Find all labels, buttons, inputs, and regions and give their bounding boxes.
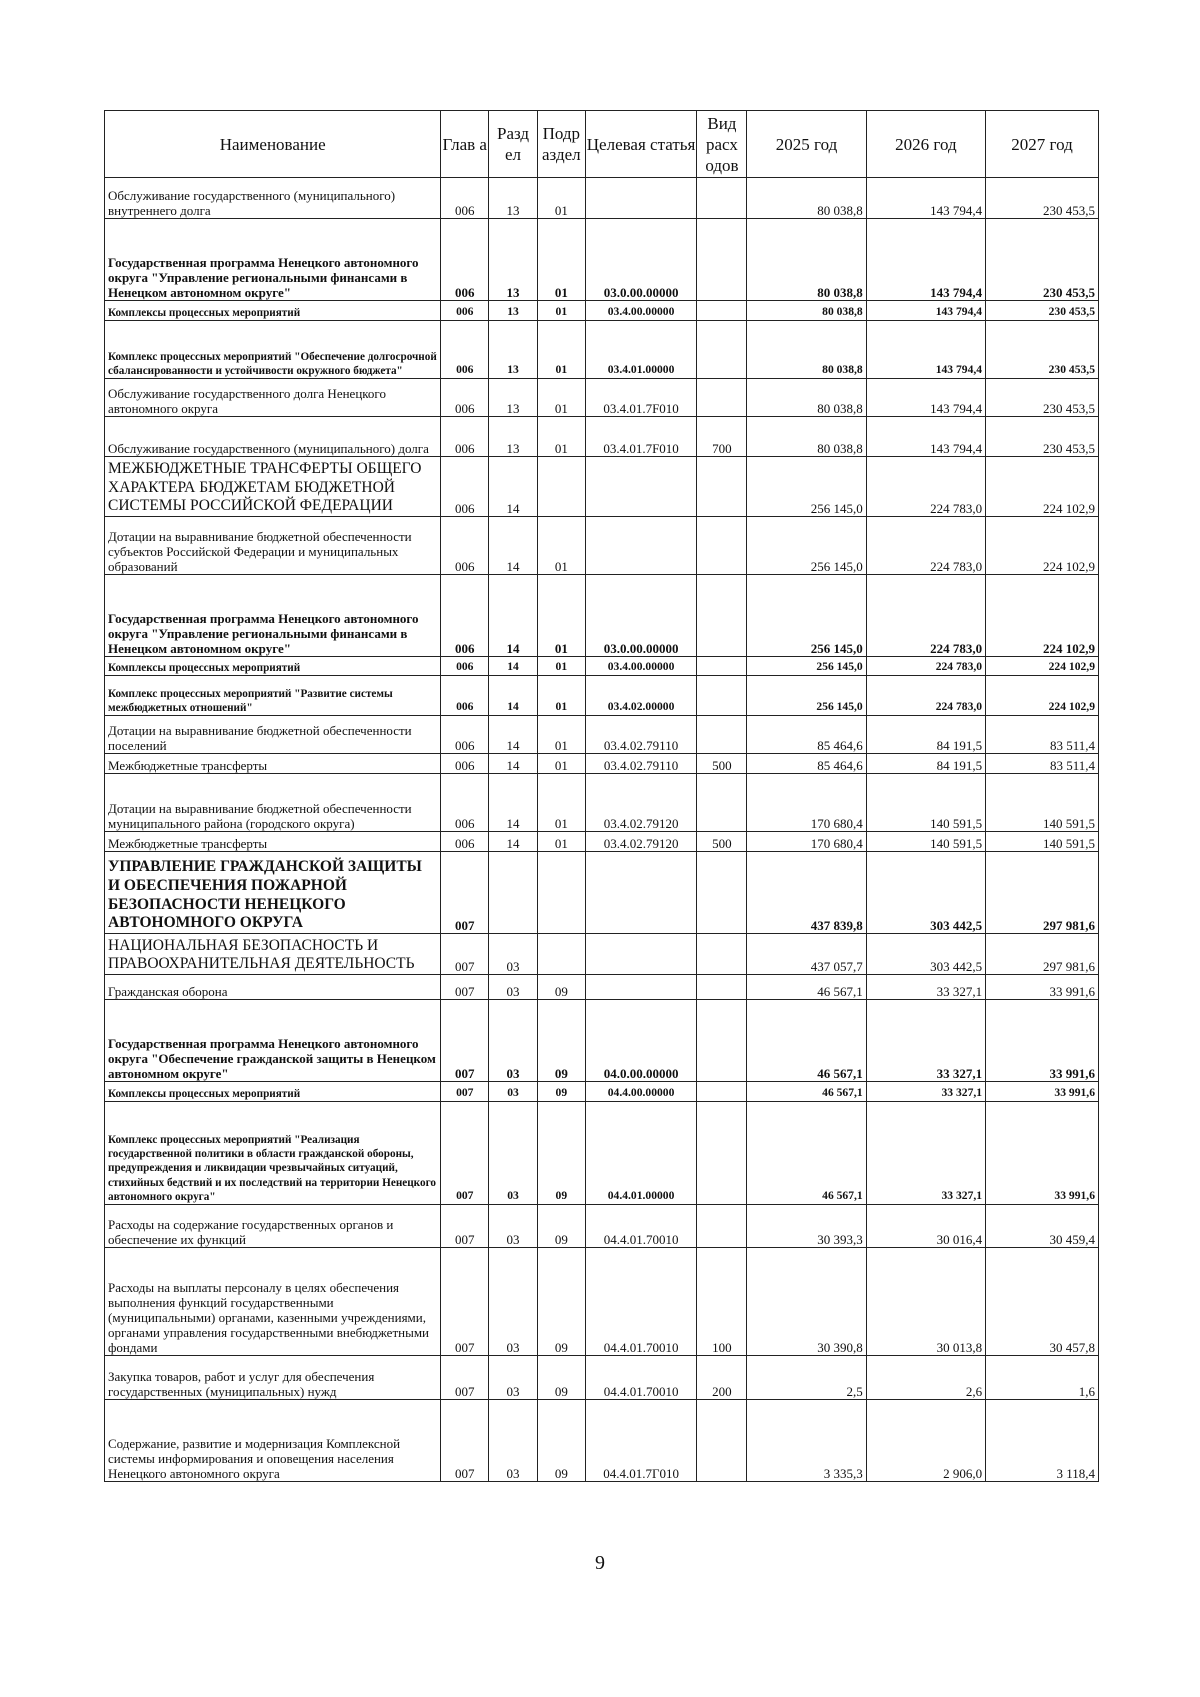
cell-2025: 30 390,8 [747, 1248, 866, 1356]
cell-expense-type [697, 178, 747, 219]
cell-razdel: 03 [489, 1082, 538, 1102]
row-name: Межбюджетные трансферты [105, 832, 441, 852]
cell-razdel [489, 852, 538, 934]
cell-razdel: 13 [489, 417, 538, 457]
cell-target-article [585, 975, 697, 1000]
cell-podrazdel: 01 [537, 716, 585, 754]
cell-razdel: 03 [489, 1248, 538, 1356]
cell-2026: 224 783,0 [866, 657, 985, 676]
cell-2025: 80 038,8 [747, 219, 866, 301]
cell-2025: 256 145,0 [747, 657, 866, 676]
cell-target-article: 03.4.01.00000 [585, 321, 697, 379]
cell-glava: 007 [441, 1102, 489, 1205]
cell-expense-type [697, 1400, 747, 1482]
cell-expense-type [697, 716, 747, 754]
row-name: НАЦИОНАЛЬНАЯ БЕЗОПАСНОСТЬ И ПРАВООХРАНИТЕЛЬНАЯ ДЕЯТЕЛЬНОСТЬ [105, 934, 441, 975]
cell-2027: 230 453,5 [986, 219, 1099, 301]
cell-2026: 143 794,4 [866, 417, 985, 457]
cell-glava: 007 [441, 1000, 489, 1082]
cell-razdel: 14 [489, 575, 538, 657]
row-name: Обслуживание государственного долга Ненецкого автономного округа [105, 379, 441, 417]
cell-podrazdel: 01 [537, 417, 585, 457]
header-razdel: Разд ел [489, 111, 538, 178]
cell-2026: 33 327,1 [866, 1102, 985, 1205]
table-row [105, 321, 1099, 379]
cell-target-article: 04.0.00.00000 [585, 1000, 697, 1082]
cell-target-article [585, 178, 697, 219]
cell-target-article: 03.4.02.79120 [585, 774, 697, 832]
cell-2026: 2,6 [866, 1356, 985, 1400]
cell-target-article: 03.4.02.79110 [585, 716, 697, 754]
cell-2026: 143 794,4 [866, 321, 985, 379]
cell-expense-type [697, 852, 747, 934]
cell-razdel: 03 [489, 934, 538, 975]
cell-2027: 33 991,6 [986, 1102, 1099, 1205]
cell-2025: 85 464,6 [747, 754, 866, 774]
header-podrazdel: Подр аздел [537, 111, 585, 178]
cell-podrazdel: 01 [537, 379, 585, 417]
cell-2027: 297 981,6 [986, 852, 1099, 934]
header-2025: 2025 год [747, 111, 866, 178]
cell-2026: 84 191,5 [866, 716, 985, 754]
table-header-row [105, 111, 1099, 178]
table-row [105, 575, 1099, 657]
cell-2025: 80 038,8 [747, 321, 866, 379]
cell-2027: 3 118,4 [986, 1400, 1099, 1482]
cell-glava: 006 [441, 219, 489, 301]
row-name: Дотации на выравнивание бюджетной обеспеченности муниципального района (городского округа) [105, 774, 441, 832]
cell-target-article: 04.4.01.70010 [585, 1356, 697, 1400]
cell-2026: 303 442,5 [866, 934, 985, 975]
cell-podrazdel: 09 [537, 1356, 585, 1400]
cell-expense-type: 500 [697, 754, 747, 774]
header-glava: Глав а [441, 111, 489, 178]
cell-2026: 143 794,4 [866, 178, 985, 219]
cell-razdel: 03 [489, 1400, 538, 1482]
cell-podrazdel [537, 852, 585, 934]
cell-2025: 85 464,6 [747, 716, 866, 754]
cell-razdel: 03 [489, 1356, 538, 1400]
cell-target-article: 03.0.00.00000 [585, 575, 697, 657]
cell-podrazdel: 01 [537, 832, 585, 852]
header-name: Наименование [105, 111, 441, 178]
cell-podrazdel: 01 [537, 575, 585, 657]
cell-2027: 83 511,4 [986, 716, 1099, 754]
cell-2026: 84 191,5 [866, 754, 985, 774]
cell-razdel: 14 [489, 676, 538, 716]
row-name: Комплекс процессных мероприятий "Развитие системы межбюджетных отношений" [105, 676, 441, 716]
table-row [105, 457, 1099, 517]
cell-2025: 80 038,8 [747, 178, 866, 219]
cell-target-article [585, 852, 697, 934]
cell-glava: 006 [441, 178, 489, 219]
cell-2026: 224 783,0 [866, 676, 985, 716]
table-row [105, 301, 1099, 321]
header-2026: 2026 год [866, 111, 985, 178]
cell-2025: 170 680,4 [747, 832, 866, 852]
cell-razdel: 13 [489, 301, 538, 321]
cell-podrazdel: 09 [537, 1248, 585, 1356]
cell-expense-type [697, 657, 747, 676]
row-name: Дотации на выравнивание бюджетной обеспеченности поселений [105, 716, 441, 754]
cell-expense-type: 500 [697, 832, 747, 852]
cell-2026: 140 591,5 [866, 832, 985, 852]
cell-2025: 256 145,0 [747, 575, 866, 657]
cell-expense-type [697, 1082, 747, 1102]
cell-podrazdel: 01 [537, 321, 585, 379]
row-name: Закупка товаров, работ и услуг для обеспечения государственных (муниципальных) нужд [105, 1356, 441, 1400]
cell-expense-type [697, 219, 747, 301]
table-row [105, 517, 1099, 575]
cell-podrazdel: 09 [537, 1205, 585, 1248]
cell-glava: 007 [441, 1356, 489, 1400]
cell-2025: 30 393,3 [747, 1205, 866, 1248]
cell-target-article: 03.4.00.00000 [585, 301, 697, 321]
cell-target-article: 04.4.00.00000 [585, 1082, 697, 1102]
table-row [105, 657, 1099, 676]
cell-target-article: 03.4.01.7F010 [585, 379, 697, 417]
row-name: Расходы на выплаты персоналу в целях обеспечения выполнения функций государственными (муниципальными) органами, казенными учреждениями, органами управления государственными внебюджетными фондами [105, 1248, 441, 1356]
cell-glava: 007 [441, 1400, 489, 1482]
cell-2025: 46 567,1 [747, 975, 866, 1000]
table-row [105, 774, 1099, 832]
table-row [105, 934, 1099, 975]
cell-podrazdel [537, 934, 585, 975]
cell-target-article: 03.4.02.79120 [585, 832, 697, 852]
cell-podrazdel: 09 [537, 1000, 585, 1082]
cell-2025: 2,5 [747, 1356, 866, 1400]
cell-2025: 46 567,1 [747, 1082, 866, 1102]
cell-2026: 33 327,1 [866, 1082, 985, 1102]
cell-2027: 230 453,5 [986, 178, 1099, 219]
cell-glava: 006 [441, 657, 489, 676]
cell-podrazdel: 09 [537, 1400, 585, 1482]
cell-podrazdel: 09 [537, 1102, 585, 1205]
cell-glava: 007 [441, 1082, 489, 1102]
cell-2026: 33 327,1 [866, 975, 985, 1000]
cell-2027: 33 991,6 [986, 1082, 1099, 1102]
cell-2027: 230 453,5 [986, 417, 1099, 457]
cell-glava: 006 [441, 716, 489, 754]
cell-glava: 007 [441, 1205, 489, 1248]
cell-expense-type [697, 301, 747, 321]
cell-2026: 30 016,4 [866, 1205, 985, 1248]
cell-glava: 006 [441, 457, 489, 517]
cell-2025: 3 335,3 [747, 1400, 866, 1482]
cell-podrazdel: 01 [537, 754, 585, 774]
cell-razdel: 03 [489, 1205, 538, 1248]
cell-razdel: 14 [489, 716, 538, 754]
cell-glava: 007 [441, 975, 489, 1000]
row-name: МЕЖБЮДЖЕТНЫЕ ТРАНСФЕРТЫ ОБЩЕГО ХАРАКТЕРА БЮДЖЕТАМ БЮДЖЕТНОЙ СИСТЕМЫ РОССИЙСКОЙ ФЕДЕРАЦИИ [105, 457, 441, 517]
cell-razdel: 03 [489, 1000, 538, 1082]
table-row [105, 417, 1099, 457]
cell-glava: 006 [441, 832, 489, 852]
cell-expense-type: 200 [697, 1356, 747, 1400]
cell-razdel: 13 [489, 379, 538, 417]
cell-2027: 33 991,6 [986, 1000, 1099, 1082]
table-row [105, 852, 1099, 934]
cell-target-article: 04.4.01.70010 [585, 1248, 697, 1356]
table-row [105, 178, 1099, 219]
cell-podrazdel: 09 [537, 975, 585, 1000]
cell-2026: 224 783,0 [866, 457, 985, 517]
cell-expense-type [697, 774, 747, 832]
cell-target-article: 03.4.01.7F010 [585, 417, 697, 457]
cell-2027: 224 102,9 [986, 457, 1099, 517]
table-row [105, 832, 1099, 852]
cell-2027: 33 991,6 [986, 975, 1099, 1000]
cell-podrazdel: 01 [537, 219, 585, 301]
cell-glava: 006 [441, 517, 489, 575]
cell-podrazdel: 01 [537, 178, 585, 219]
cell-2026: 143 794,4 [866, 219, 985, 301]
row-name: Государственная программа Ненецкого автономного округа "Обеспечение гражданской защиты в Ненецком автономном округе" [105, 1000, 441, 1082]
cell-2027: 83 511,4 [986, 754, 1099, 774]
cell-2027: 230 453,5 [986, 379, 1099, 417]
cell-target-article [585, 934, 697, 975]
cell-glava: 006 [441, 676, 489, 716]
cell-glava: 006 [441, 774, 489, 832]
cell-razdel: 14 [489, 517, 538, 575]
cell-expense-type [697, 676, 747, 716]
cell-2027: 1,6 [986, 1356, 1099, 1400]
cell-razdel: 14 [489, 754, 538, 774]
cell-podrazdel: 01 [537, 676, 585, 716]
header-expense-type: Вид расх одов [697, 111, 747, 178]
cell-target-article: 04.4.01.7Г010 [585, 1400, 697, 1482]
table-row [105, 1248, 1099, 1356]
cell-2026: 2 906,0 [866, 1400, 985, 1482]
cell-2025: 80 038,8 [747, 417, 866, 457]
cell-glava: 006 [441, 301, 489, 321]
cell-2025: 46 567,1 [747, 1000, 866, 1082]
cell-2025: 46 567,1 [747, 1102, 866, 1205]
table-row [105, 1082, 1099, 1102]
cell-2026: 33 327,1 [866, 1000, 985, 1082]
cell-2026: 140 591,5 [866, 774, 985, 832]
cell-2026: 143 794,4 [866, 379, 985, 417]
cell-glava: 006 [441, 321, 489, 379]
table-row [105, 1356, 1099, 1400]
cell-2025: 80 038,8 [747, 379, 866, 417]
cell-2027: 30 459,4 [986, 1205, 1099, 1248]
cell-razdel: 14 [489, 774, 538, 832]
cell-target-article [585, 517, 697, 575]
cell-glava: 006 [441, 575, 489, 657]
cell-2025: 80 038,8 [747, 301, 866, 321]
cell-2027: 140 591,5 [986, 832, 1099, 852]
cell-2026: 30 013,8 [866, 1248, 985, 1356]
cell-2025: 437 057,7 [747, 934, 866, 975]
cell-2026: 224 783,0 [866, 575, 985, 657]
table-row [105, 1102, 1099, 1205]
cell-target-article [585, 457, 697, 517]
row-name: Расходы на содержание государственных органов и обеспечение их функций [105, 1205, 441, 1248]
cell-target-article: 03.0.00.00000 [585, 219, 697, 301]
table-row [105, 754, 1099, 774]
cell-expense-type: 700 [697, 417, 747, 457]
row-name: Межбюджетные трансферты [105, 754, 441, 774]
cell-expense-type [697, 1205, 747, 1248]
cell-glava: 006 [441, 754, 489, 774]
budget-table [104, 110, 1099, 1482]
table-row [105, 1205, 1099, 1248]
cell-2027: 224 102,9 [986, 575, 1099, 657]
cell-2025: 437 839,8 [747, 852, 866, 934]
cell-podrazdel: 01 [537, 301, 585, 321]
cell-razdel: 14 [489, 832, 538, 852]
row-name: Комплексы процессных мероприятий [105, 1082, 441, 1102]
cell-razdel: 14 [489, 457, 538, 517]
cell-glava: 006 [441, 417, 489, 457]
row-name: Содержание, развитие и модернизация Комплексной системы информирования и оповещения населения Ненецкого автономного округа [105, 1400, 441, 1482]
cell-2027: 224 102,9 [986, 676, 1099, 716]
table-row [105, 219, 1099, 301]
row-name: УПРАВЛЕНИЕ ГРАЖДАНСКОЙ ЗАЩИТЫ И ОБЕСПЕЧЕНИЯ ПОЖАРНОЙ БЕЗОПАСНОСТИ НЕНЕЦКОГО АВТОНОМНОГО ОКРУГА [105, 852, 441, 934]
cell-expense-type [697, 457, 747, 517]
table-row [105, 975, 1099, 1000]
cell-podrazdel: 01 [537, 657, 585, 676]
cell-target-article: 03.4.00.00000 [585, 657, 697, 676]
cell-2027: 224 102,9 [986, 657, 1099, 676]
cell-2026: 224 783,0 [866, 517, 985, 575]
cell-target-article: 03.4.02.79110 [585, 754, 697, 774]
cell-expense-type [697, 1000, 747, 1082]
table-row [105, 716, 1099, 754]
row-name: Гражданская оборона [105, 975, 441, 1000]
row-name: Комплексы процессных мероприятий [105, 301, 441, 321]
cell-razdel: 13 [489, 321, 538, 379]
cell-target-article: 04.4.01.00000 [585, 1102, 697, 1205]
cell-razdel: 03 [489, 975, 538, 1000]
cell-expense-type [697, 934, 747, 975]
row-name: Комплексы процессных мероприятий [105, 657, 441, 676]
row-name: Государственная программа Ненецкого автономного округа "Управление региональными финансами в Ненецком автономном округе" [105, 575, 441, 657]
cell-expense-type [697, 321, 747, 379]
cell-razdel: 13 [489, 219, 538, 301]
table-row [105, 676, 1099, 716]
cell-target-article: 03.4.02.00000 [585, 676, 697, 716]
header-target-article: Целевая статья [585, 111, 697, 178]
cell-glava: 007 [441, 1248, 489, 1356]
table-body [105, 178, 1099, 1482]
cell-2026: 143 794,4 [866, 301, 985, 321]
cell-2025: 256 145,0 [747, 457, 866, 517]
header-2027: 2027 год [986, 111, 1099, 178]
cell-2027: 224 102,9 [986, 517, 1099, 575]
cell-podrazdel [537, 457, 585, 517]
cell-2027: 297 981,6 [986, 934, 1099, 975]
table-row [105, 379, 1099, 417]
cell-2027: 230 453,5 [986, 301, 1099, 321]
row-name: Государственная программа Ненецкого автономного округа "Управление региональными финансами в Ненецком автономном округе" [105, 219, 441, 301]
cell-podrazdel: 01 [537, 774, 585, 832]
cell-2027: 30 457,8 [986, 1248, 1099, 1356]
table-row [105, 1400, 1099, 1482]
cell-expense-type [697, 1102, 747, 1205]
cell-expense-type [697, 975, 747, 1000]
row-name: Дотации на выравнивание бюджетной обеспеченности субъектов Российской Федерации и муниципальных образований [105, 517, 441, 575]
cell-glava: 007 [441, 852, 489, 934]
cell-expense-type [697, 517, 747, 575]
cell-2025: 170 680,4 [747, 774, 866, 832]
cell-razdel: 13 [489, 178, 538, 219]
cell-2025: 256 145,0 [747, 676, 866, 716]
row-name: Обслуживание государственного (муниципального) долга [105, 417, 441, 457]
cell-2026: 303 442,5 [866, 852, 985, 934]
cell-expense-type [697, 379, 747, 417]
row-name: Комплекс процессных мероприятий "Обеспечение долгосрочной сбалансированности и устойчивости окружного бюджета" [105, 321, 441, 379]
cell-razdel: 14 [489, 657, 538, 676]
cell-glava: 006 [441, 379, 489, 417]
cell-podrazdel: 09 [537, 1082, 585, 1102]
row-name: Обслуживание государственного (муниципального) внутреннего долга [105, 178, 441, 219]
cell-expense-type [697, 575, 747, 657]
cell-razdel: 03 [489, 1102, 538, 1205]
cell-glava: 007 [441, 934, 489, 975]
cell-target-article: 04.4.01.70010 [585, 1205, 697, 1248]
row-name: Комплекс процессных мероприятий "Реализация государственной политики в области гражданской обороны, предупреждения и ликвидации чрезвычайных ситуаций, стихийных бедствий и их последствий на территории Ненецкого автономного округа" [105, 1102, 441, 1205]
cell-expense-type: 100 [697, 1248, 747, 1356]
cell-2027: 230 453,5 [986, 321, 1099, 379]
page-number: 9 [595, 1552, 605, 1574]
table-row [105, 1000, 1099, 1082]
cell-2025: 256 145,0 [747, 517, 866, 575]
cell-podrazdel: 01 [537, 517, 585, 575]
cell-2027: 140 591,5 [986, 774, 1099, 832]
